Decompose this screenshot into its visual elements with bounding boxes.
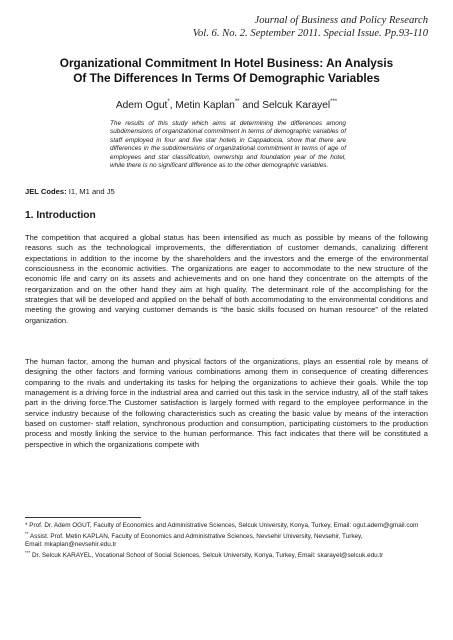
- jel-values: I1, M1 and J5: [66, 187, 115, 196]
- footnote-rule: [25, 517, 141, 518]
- journal-name: Journal of Business and Policy Research: [254, 15, 428, 26]
- author-separator-2: and: [239, 100, 263, 111]
- abstract-text: The results of this study which aims at determining the differences among subdimensions of organizational commitment in terms of demographic variables of staff employed in four and five star hotels in Cappadocia, show that there are differences in the subdimensions of organizational commitment in terms of age of employees and star classification, ownership and foundation year of the hotel, while there is no significant difference as to the other demographic variables.: [110, 120, 346, 170]
- footnote-1-text: * Prof. Dr. Adem OGUT, Faculty of Economics and Administrative Sciences, Selcuk University, Konya, Turkey, Email: ogut.adem@gmail.com: [25, 522, 419, 529]
- title-line-1: Organizational Commitment In Hotel Business: An Analysis: [59, 56, 394, 70]
- footnote-3-text: Dr. Selcuk KARAYEL, Vocational School of Social Sciences, Selcuk University, Konya, Turkey, Email: skarayel@selcuk.edu.tr: [30, 552, 384, 560]
- author-2-mark: **: [234, 99, 240, 105]
- footnotes: [25, 522, 428, 560]
- footnote-1: [25, 522, 428, 530]
- paper-title: [22, 56, 431, 85]
- footnote-2-email-text: Email: mkaplan@nevsehir.edu.tr: [25, 541, 117, 549]
- section-heading: 1. Introduction: [25, 210, 96, 221]
- author-1-mark: *: [167, 99, 170, 105]
- author-separator-1: ,: [169, 100, 176, 111]
- body-paragraph-2: The human factor, among the human and physical factors of the organizations, plays an essential role by means of designing the other factors and forming various combinations among them in consequence of creating differences comparing to the rivals and undertaking its tasks for helping the organizations to achieve their goals. While the top management is a driving force in the industrial area and carried out this task in the service industry, all of the staff takes part in the driving force.The Customer satisfaction is largely formed with regard to the employee performance in the service industry because of the following characteristics such as creating the basic value by means of the interaction based on customer- staff relation, synchronous production and consumption, participating customers to the production process and mostly linking the service to the human performance. This fact indicates that there will be constituted a perspective in which the organizations compete with: [25, 357, 428, 449]
- title-line-2: Of The Differences In Terms Of Demographic Variables: [73, 70, 380, 85]
- author-3-mark: ***: [330, 99, 338, 105]
- footnote-3: [25, 549, 428, 560]
- author-3: Selcuk Karayel: [262, 100, 331, 111]
- footnote-2: [25, 530, 428, 541]
- jel-codes: [25, 187, 325, 197]
- footnote-2-mark: **: [25, 531, 29, 537]
- author-2: Metin Kaplan: [175, 100, 235, 111]
- body-paragraph-1: The competition that acquired a global status has been intensified as much as possible by means of the following reasons such as the technological improvements, the differentiation of customer demands, canalizing different expectations in addition to the income by the shareholders and the investors and the emerge of the environmental consciousness in the economic activities. The organizations are eager to accommodate to the new structure of the economic life and carry on its assets and achievements and on one hand they concentrate on the attempts of the reorganization and on the other hand they aim at high quality. The determinant role of the accomplishing for the strategies that will be developed and applied on the behalf of both accommodating to the environmental conditions and meeting the growing and varying customer demands is “the basic skills focused on human resource” of the related organization.: [25, 233, 428, 325]
- author-1: Adem Ogut: [115, 100, 168, 111]
- footnote-3-mark: ***: [25, 550, 31, 556]
- journal-header: [128, 14, 428, 40]
- footnote-2-email: [25, 541, 428, 549]
- jel-label: JEL Codes:: [25, 187, 67, 196]
- footnote-2-text: Assist. Prof. Metin KAPLAN, Faculty of Economics and Administrative Sciences, Nevsehir University, Nevsehir, Turkey,: [28, 533, 363, 541]
- author-list: [22, 96, 431, 112]
- journal-issue: Vol. 6. No. 2. September 2011. Special Issue. Pp.93-110: [192, 28, 428, 39]
